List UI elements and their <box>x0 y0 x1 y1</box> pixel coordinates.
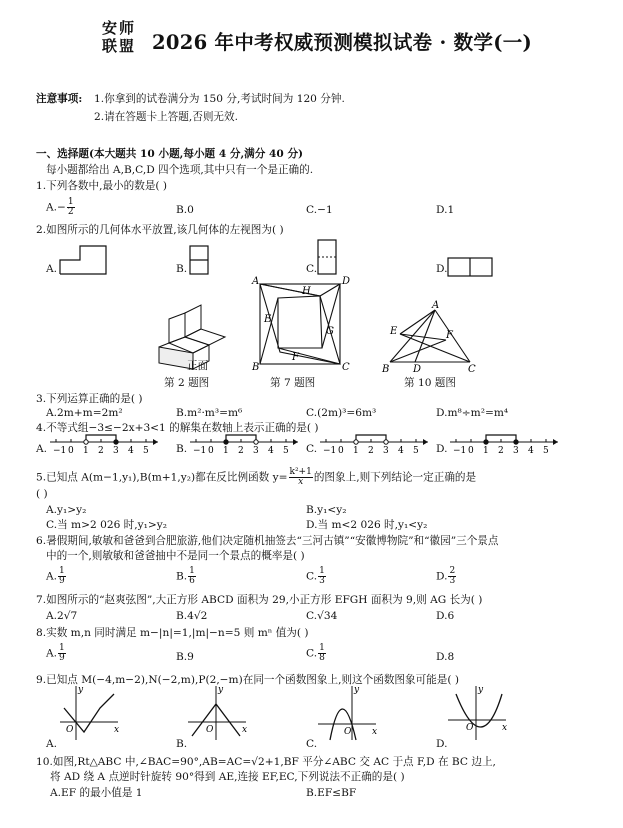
q5-option-a: A.y₁>y₂ <box>46 504 87 516</box>
svg-text:O: O <box>206 725 214 735</box>
q10-option-b: B.EF≤BF <box>306 787 357 799</box>
q2-option-b: B. <box>176 263 188 275</box>
fig10-diagram <box>380 302 480 374</box>
svg-text:y: y <box>218 685 224 695</box>
svg-text:3: 3 <box>383 446 389 456</box>
svg-text:5: 5 <box>143 446 149 456</box>
q2-option-d: D. <box>436 263 448 275</box>
svg-text:1: 1 <box>353 446 359 456</box>
fig2-caption: 第 2 题图 <box>164 377 210 389</box>
svg-text:O: O <box>66 725 74 735</box>
q1-option-d: D.1 <box>436 204 455 216</box>
svg-text:−1: −1 <box>323 446 337 456</box>
q6-stem-2: 中的一个,则敏敏和爸爸抽中不是同一个景点的概率是( ) <box>46 550 305 562</box>
svg-text:2: 2 <box>368 446 374 456</box>
q2-view-c <box>318 240 338 276</box>
q3-option-d: D.m⁸÷m²=m⁴ <box>436 407 509 419</box>
q2-view-d <box>448 258 494 278</box>
q3-option-b: B.m²·m³=m⁶ <box>176 407 243 419</box>
svg-text:O: O <box>466 723 474 733</box>
q9-option-a: A. <box>46 738 58 750</box>
fig2-front-label: 正面 <box>187 360 209 372</box>
q4-option-c: C. <box>306 443 318 455</box>
svg-text:−1: −1 <box>53 446 67 456</box>
q6-option-a: A. $\frac{1}{9}$ <box>46 566 65 586</box>
svg-text:5: 5 <box>413 446 419 456</box>
fig7-label-a: A <box>252 276 260 287</box>
q8-option-b: B.9 <box>176 651 194 663</box>
q9-graph-d <box>446 684 508 742</box>
q7-option-d: D.6 <box>436 610 455 622</box>
notice-label: 注意事项: <box>36 93 83 105</box>
svg-text:0: 0 <box>338 446 344 456</box>
q4-option-a: A. <box>36 443 48 455</box>
q9-option-d: D. <box>436 738 448 750</box>
notice-line-1: 1.你拿到的试卷满分为 150 分,考试时间为 120 分钟. <box>94 93 345 105</box>
svg-text:3: 3 <box>113 446 119 456</box>
q4-number-line-b <box>190 432 310 456</box>
q3-stem: 3.下列运算正确的是( ) <box>36 393 143 405</box>
q2-stem: 2.如图所示的几何体水平放置,该几何体的左视图为( ) <box>36 224 284 236</box>
q8-stem: 8.实数 m,n 同时满足 m−|n|=1,|m|−n=5 则 mⁿ 值为( ) <box>36 627 309 639</box>
q5-stem: 5.已知点 A(m−1,y₁),B(m+1,y₂)都在反比例函数 y= $\frac{\text{k²+1}}{x}$ 的图象上,则下列结论一定正确的是 <box>36 467 477 487</box>
q3-option-c: C.(2m)³=6m³ <box>306 407 377 419</box>
svg-text:x: x <box>502 723 508 733</box>
fig7-label-d: D <box>342 276 351 287</box>
q3-option-a: A.2m+m=2m² <box>46 407 123 419</box>
q10-stem-2: 将 AD 绕 A 点逆时针旋转 90°得到 AE,连接 EF,EC,下列说法不正确的是( ) <box>50 771 405 783</box>
svg-text:x: x <box>114 725 120 735</box>
q2-view-a <box>60 246 110 276</box>
q6-option-b: B. $\frac{1}{6}$ <box>176 566 195 586</box>
q5-option-c: C.当 m>2 026 时,y₁>y₂ <box>46 519 167 531</box>
fig10-label-d: D <box>413 364 422 375</box>
svg-text:−1: −1 <box>453 446 467 456</box>
svg-text:5: 5 <box>543 446 549 456</box>
q5-stem-paren: ( ) <box>36 488 48 500</box>
section-instruction: 每小题都给出 A,B,C,D 四个选项,其中只有一个是正确的. <box>46 164 314 176</box>
q1-option-c: C.−1 <box>306 204 333 216</box>
fig7-label-g: G <box>326 326 334 337</box>
q8-option-a: A. $\frac{1}{9}$ <box>46 643 65 663</box>
q4-number-line-c <box>320 432 440 456</box>
svg-text:O: O <box>344 727 352 737</box>
q7-option-a: A.2√7 <box>46 610 78 622</box>
fig7-caption: 第 7 题图 <box>270 377 316 389</box>
q9-option-c: C. <box>306 738 318 750</box>
q4-stem: 4.不等式组−3≤−2x+3<1 的解集在数轴上表示正确的是( ) <box>36 422 319 434</box>
fig10-label-b: B <box>382 364 390 375</box>
svg-text:4: 4 <box>128 446 134 456</box>
q7-option-c: C.√34 <box>306 610 338 622</box>
fig10-label-e: E <box>390 326 398 337</box>
fig10-label-a: A <box>432 300 440 311</box>
q9-graph-c <box>316 684 378 742</box>
q10-stem-1: 10.如图,Rt△ABC 中,∠BAC=90°,AB=AC=√2+1,BF 平分∠ABC 交 AC 于点 F,D 在 BC 边上, <box>36 756 496 768</box>
svg-text:y: y <box>78 685 84 695</box>
q6-stem-1: 6.暑假期间,敏敏和爸爸到合肥旅游,他们决定随机抽签去“三河古镇”“安徽博物院”和“徽园”三个景点 <box>36 535 499 547</box>
page-title: 2026 年中考权威预测模拟试卷 · 数学(一) <box>152 31 533 54</box>
q2-option-a: A. <box>46 263 58 275</box>
svg-text:1: 1 <box>223 446 229 456</box>
q8-option-c: C. $\frac{1}{8}$ <box>306 643 325 663</box>
fig10-label-c: C <box>468 364 476 375</box>
q9-stem: 9.已知点 M(−4,m−2),N(−2,m),P(2,−m)在同一个函数图象上,则这个函数图象可能是( ) <box>36 674 460 686</box>
q1-option-a: A.− $\frac{1}{2}$ <box>46 197 74 217</box>
logo-bottom: 联盟 <box>102 37 137 55</box>
q10-option-a: A.EF 的最小值是 1 <box>50 787 143 799</box>
svg-text:3: 3 <box>513 446 519 456</box>
notice-line-2: 2.请在答题卡上答题,否则无效. <box>94 111 238 123</box>
svg-text:0: 0 <box>468 446 474 456</box>
svg-text:1: 1 <box>483 446 489 456</box>
fig7-label-e: E <box>264 314 272 325</box>
svg-text:2: 2 <box>98 446 104 456</box>
q4-option-b: B. <box>176 443 188 455</box>
q5-option-b: B.y₁<y₂ <box>306 504 347 516</box>
q4-number-line-a <box>50 432 170 456</box>
fig7-label-c: C <box>342 362 350 373</box>
q1-option-b: B.0 <box>176 204 194 216</box>
fig10-label-f: F <box>446 330 453 341</box>
q9-option-b: B. <box>176 738 188 750</box>
q9-graph-b <box>186 684 248 742</box>
svg-text:1: 1 <box>83 446 89 456</box>
svg-text:5: 5 <box>283 446 289 456</box>
q2-view-b <box>190 246 210 276</box>
logo-top: 安师 <box>102 19 137 37</box>
svg-text:4: 4 <box>268 446 274 456</box>
q6-option-c: C. $\frac{1}{3}$ <box>306 566 325 586</box>
fig7-label-f: F <box>292 352 299 363</box>
svg-text:0: 0 <box>68 446 74 456</box>
q1-stem: 1.下列各数中,最小的数是( ) <box>36 180 168 192</box>
q6-option-d: D. $\frac{2}{3}$ <box>436 566 456 586</box>
svg-text:0: 0 <box>208 446 214 456</box>
q8-option-d: D.8 <box>436 651 455 663</box>
q2-option-c: C. <box>306 263 318 275</box>
svg-text:3: 3 <box>253 446 259 456</box>
svg-text:y: y <box>354 685 360 695</box>
section-heading: 一、选择题(本大题共 10 小题,每小题 4 分,满分 40 分) <box>36 148 304 160</box>
q7-option-b: B.4√2 <box>176 610 208 622</box>
svg-text:2: 2 <box>498 446 504 456</box>
fig7-label-h: H <box>302 286 311 297</box>
fig10-caption: 第 10 题图 <box>404 377 456 389</box>
fig7-diagram <box>250 276 351 373</box>
svg-text:x: x <box>372 727 378 737</box>
svg-text:y: y <box>478 685 484 695</box>
svg-text:−1: −1 <box>193 446 207 456</box>
q7-stem: 7.如图所示的“赵爽弦图”,大正方形 ABCD 面积为 29,小正方形 EFGH 面积为 9,则 AG 长为( ) <box>36 594 483 606</box>
q4-number-line-d <box>450 432 570 456</box>
fig7-label-b: B <box>252 362 260 373</box>
q5-option-d: D.当 m<2 026 时,y₁<y₂ <box>306 519 428 531</box>
svg-text:x: x <box>242 725 248 735</box>
svg-text:2: 2 <box>238 446 244 456</box>
q4-option-d: D. <box>436 443 448 455</box>
svg-text:4: 4 <box>398 446 404 456</box>
q9-graph-a <box>58 684 120 742</box>
svg-text:4: 4 <box>528 446 534 456</box>
